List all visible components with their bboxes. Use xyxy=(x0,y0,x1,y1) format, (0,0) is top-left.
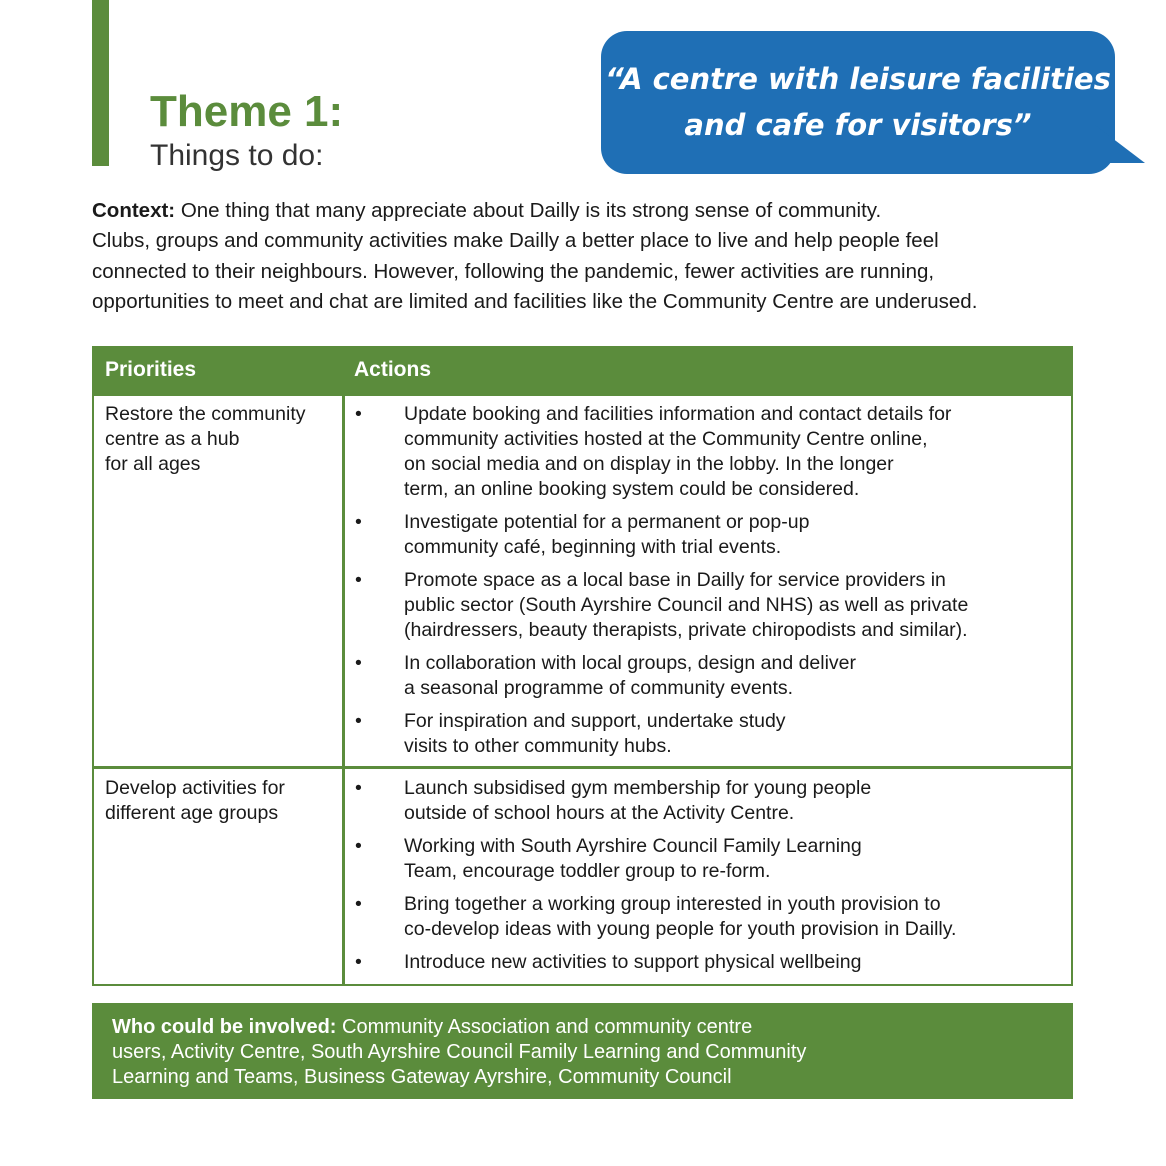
bullet: • xyxy=(355,403,362,425)
action-line: Team, encourage toddler group to re-form. xyxy=(404,860,771,882)
action-line: For inspiration and support, undertake study xyxy=(404,710,786,732)
page-title: Theme 1: xyxy=(150,87,344,136)
context-line-4: opportunities to meet and chat are limited and facilities like the Community Centre are underused. xyxy=(92,290,978,314)
action-item xyxy=(352,950,1064,975)
priority-line: Develop activities for xyxy=(105,777,285,799)
action-item xyxy=(352,709,1064,759)
action-item xyxy=(352,834,1064,884)
action-item xyxy=(352,892,1064,942)
table-header xyxy=(94,348,1071,396)
action-line: community activities hosted at the Community Centre online, xyxy=(404,428,928,450)
column-divider xyxy=(342,396,345,986)
bullet: • xyxy=(355,893,362,915)
page-subtitle: Things to do: xyxy=(150,139,324,172)
action-line: In collaboration with local groups, design and deliver xyxy=(404,652,857,674)
bullet: • xyxy=(355,710,362,732)
quote-text xyxy=(601,56,1115,148)
actions-cell xyxy=(352,402,1064,767)
quote-line-1: “A centre with leisure facilities xyxy=(605,62,1111,96)
who-involved-label: Who could be involved: xyxy=(112,1016,337,1038)
context-label: Context: xyxy=(92,199,176,222)
context-line-3: connected to their neighbours. However, following the pandemic, fewer activities are running, xyxy=(92,259,935,283)
priority-line: different age groups xyxy=(105,802,279,824)
action-line: Investigate potential for a permanent or pop-up xyxy=(404,511,810,533)
context-line-2: Clubs, groups and community activities make Dailly a better place to live and help people feel xyxy=(92,229,939,253)
priority-line: for all ages xyxy=(105,453,201,475)
who-involved-box xyxy=(92,1003,1073,1099)
action-line: (hairdressers, beauty therapists, private chiropodists and similar). xyxy=(404,619,968,641)
action-line: Working with South Ayrshire Council Family Learning xyxy=(404,835,862,857)
action-line: visits to other community hubs. xyxy=(404,735,672,757)
header-actions: Actions xyxy=(354,358,432,381)
bullet: • xyxy=(355,569,362,591)
bullet: • xyxy=(355,777,362,799)
action-item xyxy=(352,510,1064,560)
bullet: • xyxy=(355,511,362,533)
action-line: a seasonal programme of community events. xyxy=(404,677,794,699)
quote-line-2: and cafe for visitors” xyxy=(684,108,1032,142)
action-line: Bring together a working group interested in youth provision to xyxy=(404,893,941,915)
action-line: co-develop ideas with young people for youth provision in Dailly. xyxy=(404,918,957,940)
action-line: on social media and on display in the lobby. In the longer xyxy=(404,453,894,475)
priority-cell xyxy=(105,776,335,826)
action-item xyxy=(352,568,1064,643)
bullet: • xyxy=(355,652,362,674)
action-line: outside of school hours at the Activity Centre. xyxy=(404,802,795,824)
bullet: • xyxy=(355,835,362,857)
action-line: term, an online booking system could be considered. xyxy=(404,478,860,500)
action-line: Promote space as a local base in Dailly for service providers in xyxy=(404,569,946,591)
action-item xyxy=(352,776,1064,826)
actions-cell xyxy=(352,776,1064,983)
action-line: Launch subsidised gym membership for young people xyxy=(404,777,872,799)
priority-line: centre as a hub xyxy=(105,428,240,450)
action-line: Introduce new activities to support physical wellbeing xyxy=(404,951,862,973)
header-priorities: Priorities xyxy=(105,358,197,381)
priority-cell xyxy=(105,402,335,477)
priorities-actions-table xyxy=(92,346,1073,986)
bullet: • xyxy=(355,951,362,973)
priority-line: Restore the community xyxy=(105,403,306,425)
action-line: Update booking and facilities information and contact details for xyxy=(404,403,952,425)
action-line: community café, beginning with trial events. xyxy=(404,536,782,558)
action-item xyxy=(352,651,1064,701)
who-involved-line-1: Community Association and community centre xyxy=(336,1016,753,1038)
accent-bar xyxy=(92,0,109,166)
who-involved-line-2: users, Activity Centre, South Ayrshire Council Family Learning and Community xyxy=(112,1041,807,1063)
action-item xyxy=(352,402,1064,502)
context-paragraph xyxy=(92,196,1092,318)
action-line: public sector (South Ayrshire Council and NHS) as well as private xyxy=(404,594,969,616)
context-line-1: One thing that many appreciate about Dailly is its strong sense of community. xyxy=(175,199,882,222)
who-involved-line-3: Learning and Teams, Business Gateway Ayrshire, Community Council xyxy=(112,1066,732,1088)
